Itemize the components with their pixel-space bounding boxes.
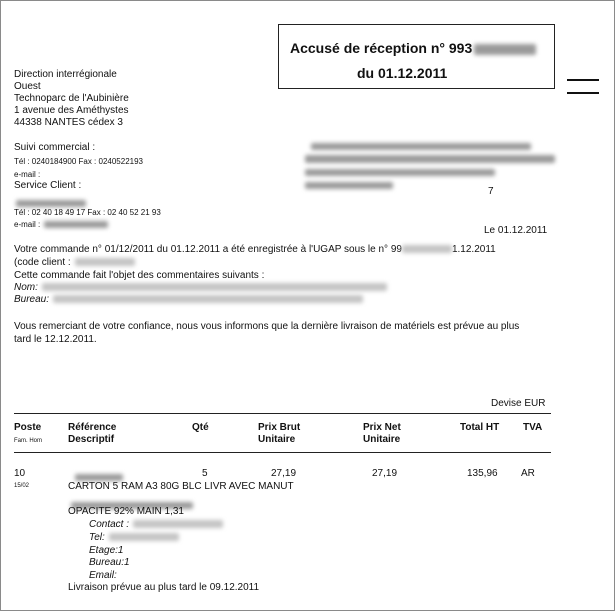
row-total: 135,96 (467, 468, 498, 479)
sender-line-2: Ouest (14, 81, 41, 92)
table-top-rule (14, 413, 551, 414)
row-bureau: Bureau:1 (89, 557, 130, 568)
col-prix-net-1: Prix Net (363, 422, 401, 433)
sender-line-4: 1 avenue des Améthystes (14, 105, 129, 116)
bureau-line: Bureau: (14, 294, 363, 306)
sender-line-1: Direction interrégionale (14, 69, 117, 80)
sender-line-3: Technoparc de l'Aubinière (14, 93, 129, 104)
service-tel: Tél : 02 40 18 49 17 Fax : 02 40 52 21 93 (14, 208, 161, 217)
row-tva: AR (521, 468, 535, 479)
table-header-rule (14, 452, 551, 453)
service-email: e-mail : (14, 220, 108, 230)
suivi-label: Suivi commercial : (14, 142, 96, 153)
service-label: Service Client : (14, 180, 82, 191)
col-prix-net-2: Unitaire (363, 434, 401, 445)
suivi-tel: Tél : 0240184900 Fax : 0240522193 (14, 157, 143, 166)
title-line-2: du 01.12.2011 (357, 65, 448, 81)
body-line-1: Votre commande n° 01/12/2011 du 01.12.2011 a été enregistrée à l'UGAP sous le n° 99 1.12.2011 (14, 244, 496, 255)
double-rule-top (567, 79, 599, 81)
col-poste-sub: Fam. Hom (14, 438, 43, 444)
sender-line-5: 44338 NANTES cédex 3 (14, 117, 123, 128)
row-email: Email: (89, 570, 117, 581)
recipient-code: 7 (488, 186, 494, 197)
body-line-2: (code client : (14, 257, 135, 269)
col-prix-brut-2: Unitaire (258, 434, 296, 445)
row-contact: Contact : (89, 519, 223, 531)
thanks-line-2: tard le 12.12.2011. (14, 334, 97, 345)
col-total: Total HT (460, 422, 500, 433)
col-tva: TVA (523, 422, 543, 433)
nom-line: Nom: (14, 282, 387, 294)
col-poste: Poste (14, 422, 42, 433)
col-reference: Référence (68, 422, 117, 433)
col-prix-brut-1: Prix Brut (258, 422, 301, 433)
date-line: Le 01.12.2011 (484, 225, 548, 236)
currency: Devise EUR (491, 398, 546, 409)
title-box (278, 24, 555, 89)
thanks-line-1: Vous remerciant de votre confiance, nous vous informons que la dernière livraison de matériels est prévue au plus (14, 321, 520, 332)
suivi-email: e-mail : (14, 170, 41, 179)
row-livraison: Livraison prévue au plus tard le 09.12.2011 (68, 582, 260, 593)
col-descriptif: Descriptif (68, 434, 115, 445)
row-prix-net: 27,19 (372, 468, 398, 479)
col-qte: Qté (192, 422, 209, 433)
row-prix-brut: 27,19 (271, 468, 297, 479)
row-fam: 15/02 (14, 483, 30, 489)
row-desc-2: OPACITE 92% MAIN 1,31 (68, 506, 184, 517)
row-etage: Etage:1 (89, 545, 124, 556)
row-tel: Tel: (89, 532, 179, 544)
recipient-line-4 (305, 177, 393, 195)
row-poste: 10 (14, 468, 26, 479)
double-rule-bottom (567, 92, 599, 94)
row-qte: 5 (202, 468, 208, 479)
body-line-3: Cette commande fait l'objet des commentaires suivants : (14, 270, 265, 281)
row-desc-1: CARTON 5 RAM A3 80G BLC LIVR AVEC MANUT (68, 481, 294, 492)
title-line-1: Accusé de réception n° 993 (290, 40, 536, 56)
